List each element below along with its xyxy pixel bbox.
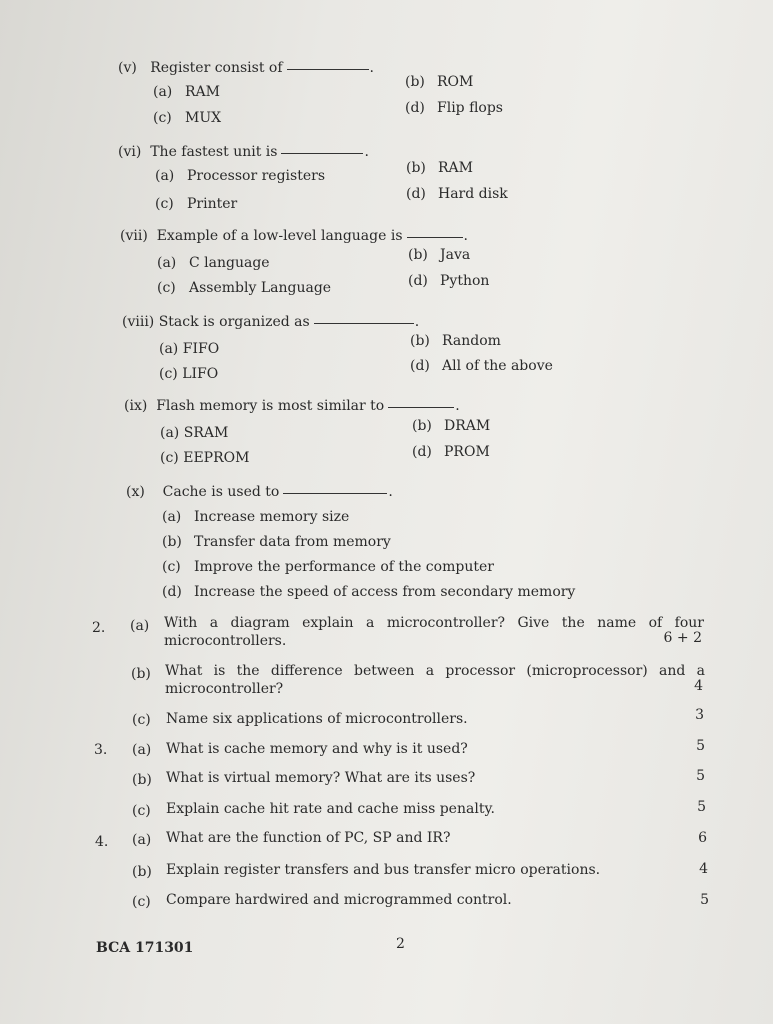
part-label: (c): [132, 712, 151, 728]
option-c: (c) Printer: [155, 196, 238, 212]
question-number: (vii): [120, 228, 148, 244]
option-c: (c) MUX: [153, 110, 222, 126]
marks: 5: [696, 738, 705, 754]
question-text: Explain cache hit rate and cache miss penalty.: [166, 801, 495, 817]
mcq-question: (vi) The fastest unit is .: [118, 144, 369, 160]
option-b: (b) RAM: [406, 160, 473, 176]
part-label: (b): [131, 666, 151, 682]
question-text: What are the function of PC, SP and IR?: [166, 830, 451, 846]
page-number: 2: [396, 936, 405, 952]
question-number: (viii): [122, 314, 155, 330]
question-text: With a diagram explain a microcontroller? Give the name of four microcontrollers.: [164, 615, 704, 649]
option-a: (a) SRAM: [160, 425, 229, 441]
marks: 4: [694, 678, 703, 694]
option-b: (b) ROM: [405, 74, 474, 90]
question-number: (v): [118, 60, 137, 76]
question-stem: Register consist of: [150, 60, 283, 76]
marks: 3: [695, 707, 704, 723]
question-number: 3.: [94, 742, 108, 758]
option-b: (b) Transfer data from memory: [162, 534, 391, 550]
question-number: (vi): [118, 144, 142, 160]
question-text: What is the difference between a processor (microprocessor) and a microcontroller?: [165, 663, 705, 697]
mcq-question: (vii) Example of a low-level language is .: [120, 228, 468, 244]
marks: 5: [697, 799, 706, 815]
marks: 6 + 2: [663, 630, 702, 646]
answer-blank: [287, 68, 369, 70]
answer-blank: [283, 492, 387, 494]
marks: 4: [699, 861, 708, 877]
option-a: (a) Processor registers: [155, 168, 325, 184]
option-a: (a) FIFO: [159, 341, 220, 357]
question-text: Name six applications of microcontrollers.: [166, 711, 468, 727]
option-c: (c) Assembly Language: [157, 280, 332, 296]
option-d: (d) All of the above: [410, 358, 553, 374]
question-stem: The fastest unit is: [150, 144, 278, 160]
option-d: (d) Hard disk: [406, 186, 508, 202]
answer-blank: [407, 236, 463, 238]
question-number: (ix): [124, 398, 148, 414]
question-text: What is cache memory and why is it used?: [166, 741, 468, 757]
part-label: (a): [132, 742, 152, 758]
option-a: (a) C language: [157, 255, 270, 271]
marks: 5: [700, 892, 709, 908]
option-c: (c) LIFO: [159, 366, 219, 382]
option-b: (b) DRAM: [412, 418, 491, 434]
mcq-question: (viii) Stack is organized as .: [122, 314, 420, 330]
answer-blank: [281, 152, 363, 154]
marks: 5: [696, 768, 705, 784]
part-label: (c): [132, 894, 151, 910]
option-c: (c) EEPROM: [160, 450, 250, 466]
question-number: 4.: [95, 834, 109, 850]
option-b: (b) Java: [408, 247, 471, 263]
question-text: What is virtual memory? What are its uses?: [166, 770, 476, 786]
option-d: (d) Increase the speed of access from secondary memory: [162, 584, 576, 600]
option-d: (d) Python: [408, 273, 490, 289]
course-code: BCA 171301: [96, 940, 194, 956]
mcq-question: (ix) Flash memory is most similar to .: [124, 398, 460, 414]
option-a: (a) Increase memory size: [162, 509, 350, 525]
question-stem: Cache is used to: [162, 484, 280, 500]
part-label: (a): [130, 618, 150, 634]
option-a: (a) RAM: [153, 84, 220, 100]
question-stem: Example of a low-level language is: [156, 228, 403, 244]
part-label: (b): [132, 864, 152, 880]
option-d: (d) Flip flops: [405, 100, 503, 116]
option-d: (d) PROM: [412, 444, 490, 460]
answer-blank: [314, 322, 414, 324]
marks: 6: [698, 830, 707, 846]
question-stem: Flash memory is most similar to: [156, 398, 385, 414]
option-b: (b) Random: [410, 333, 501, 349]
part-label: (c): [132, 803, 151, 819]
part-label: (a): [132, 832, 152, 848]
mcq-question: (x) Cache is used to .: [126, 484, 393, 500]
option-c: (c) Improve the performance of the computer: [162, 559, 494, 575]
question-text: Explain register transfers and bus transfer micro operations.: [166, 862, 601, 878]
question-number: (x): [126, 484, 145, 500]
question-number: 2.: [92, 620, 106, 636]
question-stem: Stack is organized as: [158, 314, 310, 330]
part-label: (b): [132, 772, 152, 788]
mcq-question: (v) Register consist of .: [118, 60, 374, 76]
question-text: Compare hardwired and microgrammed control.: [166, 892, 512, 908]
answer-blank: [388, 406, 454, 408]
